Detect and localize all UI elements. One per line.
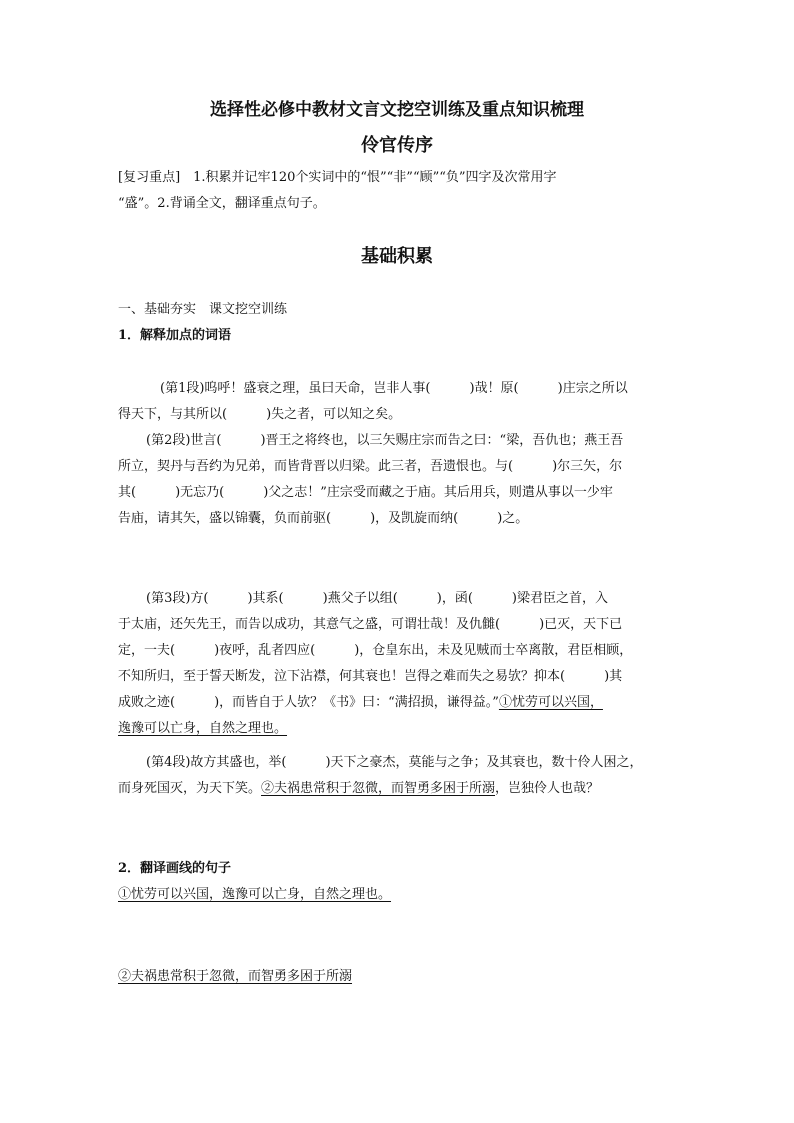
translation-sentence-1-text: ①忧劳可以兴国，逸豫可以亡身，自然之理也。: [118, 887, 392, 902]
paragraph-3-line-5-text: 成败之迹( )，而皆自于人欤？《书》曰：“满招损，谦得益。”: [118, 695, 499, 710]
review-line-1: [复习重点] 1.积累并记牢120个实词中的“恨”“非”“顾”“负”四字及次常用字: [118, 170, 557, 185]
paragraph-4-line-2-text: 而身死国灭，为天下笑。: [118, 781, 262, 796]
section-title: 基础积累: [361, 246, 433, 267]
paragraph-4-line-2: [118, 776, 678, 802]
paragraph-3: [118, 586, 678, 742]
translation-sentence-2: [118, 964, 678, 990]
paragraph-3-line-3: 定，一夫( )夜呼，乱者四应( )，仓皇东出，未及见贼而士卒离散，君臣相顾，: [118, 643, 633, 658]
paragraph-2: [118, 428, 678, 532]
review-points: [118, 165, 678, 217]
paragraph-3-line-2: 于太庙，还矢先王，而告以成功，其意气之盛，可谓壮哉！及仇雠( )已灭，天下已: [118, 617, 623, 632]
document-title: 选择性必修中教材文言文挖空训练及重点知识梳理: [210, 100, 584, 120]
underlined-sentence-2: ②夫祸患常积于忽微，而智勇多困于所溺: [261, 781, 496, 796]
paragraph-4: [118, 750, 678, 802]
paragraph-1-line-2: 得天下，与其所以( )失之者，可以知之矣。: [118, 407, 402, 422]
paragraph-2-line-1: (第2段)世言( )晋王之将终也，以三矢赐庄宗而告之曰：“梁，吾仇也；燕王吾: [146, 433, 624, 448]
paragraph-1-line-1: (第1段)呜呼！盛衰之理，虽曰天命，岂非人事( )哉！原( )庄宗之所以: [160, 381, 628, 396]
question-1-heading: 1．解释加点的词语: [118, 328, 232, 343]
paragraph-2-line-4: 告庙，请其矢，盛以锦囊，负而前驱( )，及凯旋而纳( )之。: [118, 511, 529, 526]
underlined-sentence-1-part-1: ①忧劳可以兴国，: [498, 695, 603, 710]
paragraph-3-line-6: [118, 716, 678, 742]
paragraph-2-line-2: 所立，契丹与吾约为兄弟，而皆背晋以归梁。此三者，吾遗恨也。与( )尔三矢，尔: [118, 459, 623, 474]
part1-heading: 一、基础夯实 课文挖空训练: [118, 302, 288, 317]
lesson-title: 伶官传序: [361, 135, 433, 156]
paragraph-1: [118, 376, 678, 428]
part1-heading-block: [118, 297, 678, 349]
translation-sentence-1: [118, 882, 678, 908]
paragraph-4-line-1: (第4段)故方其盛也，举( )天下之豪杰，莫能与之争；及其衰也，数十伶人困之，: [146, 755, 643, 770]
paragraph-2-line-3: 其( )无忘乃( )父之志！”庄宗受而藏之于庙。其后用兵，则遣从事以一少牢: [118, 485, 613, 500]
paragraph-4-line-2-end: ，岂独伶人也哉？: [495, 781, 600, 796]
question-2-heading: 2．翻译画线的句子: [118, 861, 232, 876]
paragraph-3-line-4: 不知所归，至于誓天断发，泣下沾襟，何其衰也！岂得之难而失之易欤？抑本( )其: [118, 669, 623, 684]
part2-sentence-2-block: [118, 964, 678, 990]
paragraph-3-line-1: (第3段)方( )其系( )燕父子以组( )，函( )梁君臣之首，入: [146, 591, 608, 606]
underlined-sentence-1-part-2: 逸豫可以亡身，自然之理也。: [118, 721, 288, 736]
translation-sentence-2-text: ②夫祸患常积于忽微，而智勇多困于所溺: [118, 969, 353, 984]
review-line-2: “盛”。2.背诵全文，翻译重点句子。: [118, 196, 326, 211]
part2-block: [118, 856, 678, 908]
paragraph-3-line-5: [118, 690, 678, 716]
